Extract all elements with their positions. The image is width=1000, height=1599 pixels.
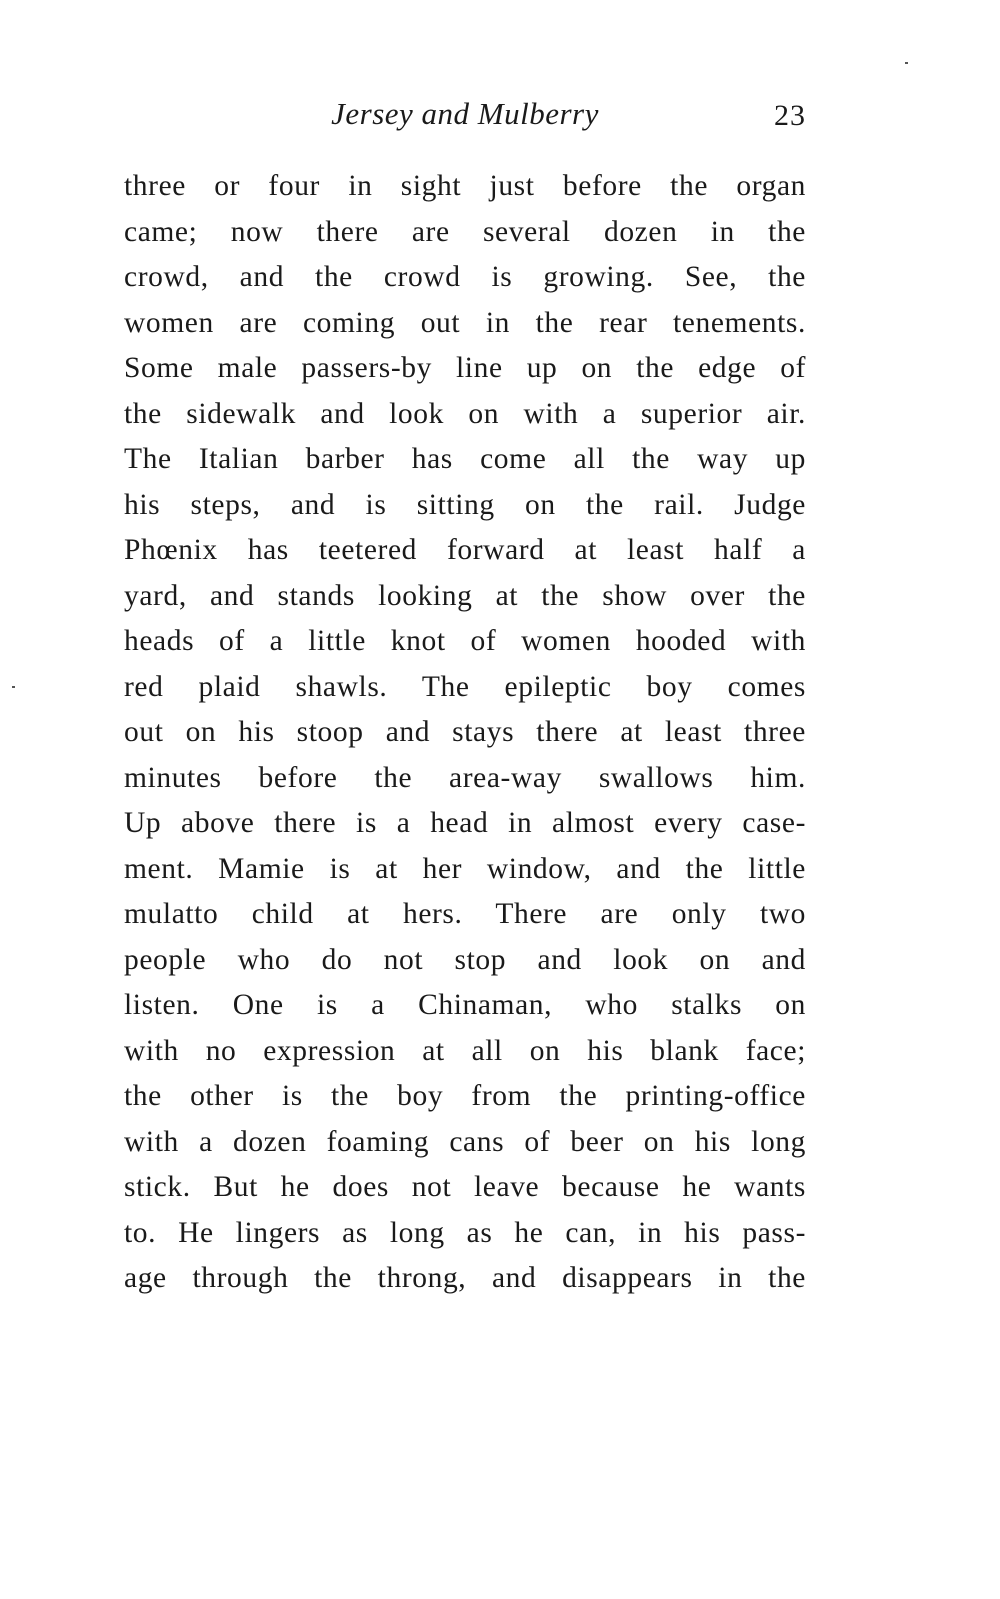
text-line: minutes before the area-way swallows him.: [124, 761, 806, 794]
text-line: Phœnix has teetered forward at least half a: [124, 534, 806, 566]
text-line: people who do not stop and look on and: [124, 943, 806, 976]
text-line: ment. Mamie is at her window, and the little: [124, 852, 806, 885]
scan-speck: [12, 686, 15, 688]
text-line: with no expression at all on his blank face;: [124, 1034, 806, 1067]
text-line: age through the throng, and disappears in the: [124, 1262, 806, 1294]
text-line: the sidewalk and look on with a superior air.: [124, 397, 806, 430]
running-title: Jersey and Mulberry: [331, 96, 599, 131]
text-line: to. He lingers as long as he can, in his pass-: [124, 1216, 806, 1249]
body-text: [124, 164, 806, 1302]
text-line: the other is the boy from the printing-office: [124, 1080, 806, 1112]
text-line: stick. But he does not leave because he wants: [124, 1171, 806, 1203]
text-line: The Italian barber has come all the way up: [124, 443, 806, 475]
page-number: 23: [774, 99, 806, 132]
text-line: red plaid shawls. The epileptic boy comes: [124, 670, 806, 703]
text-line: with a dozen foaming cans of beer on his long: [124, 1125, 806, 1158]
text-line: Up above there is a head in almost every case-: [124, 807, 806, 839]
text-line: came; now there are several dozen in the: [124, 215, 806, 248]
text-line: out on his stoop and stays there at least three: [124, 716, 806, 748]
text-line: three or four in sight just before the organ: [124, 170, 806, 202]
text-line: mulatto child at hers. There are only two: [124, 898, 806, 930]
text-line: heads of a little knot of women hooded with: [124, 625, 806, 657]
running-head: [124, 92, 806, 136]
text-line: yard, and stands looking at the show over the: [124, 579, 806, 612]
text-line: women are coming out in the rear tenements.: [124, 306, 806, 339]
text-line: listen. One is a Chinaman, who stalks on: [124, 989, 806, 1021]
text-line: Some male passers-by line up on the edge of: [124, 352, 806, 384]
scan-speck: [905, 62, 908, 64]
text-line: his steps, and is sitting on the rail. Judge: [124, 488, 806, 521]
text-line: crowd, and the crowd is growing. See, the: [124, 261, 806, 293]
